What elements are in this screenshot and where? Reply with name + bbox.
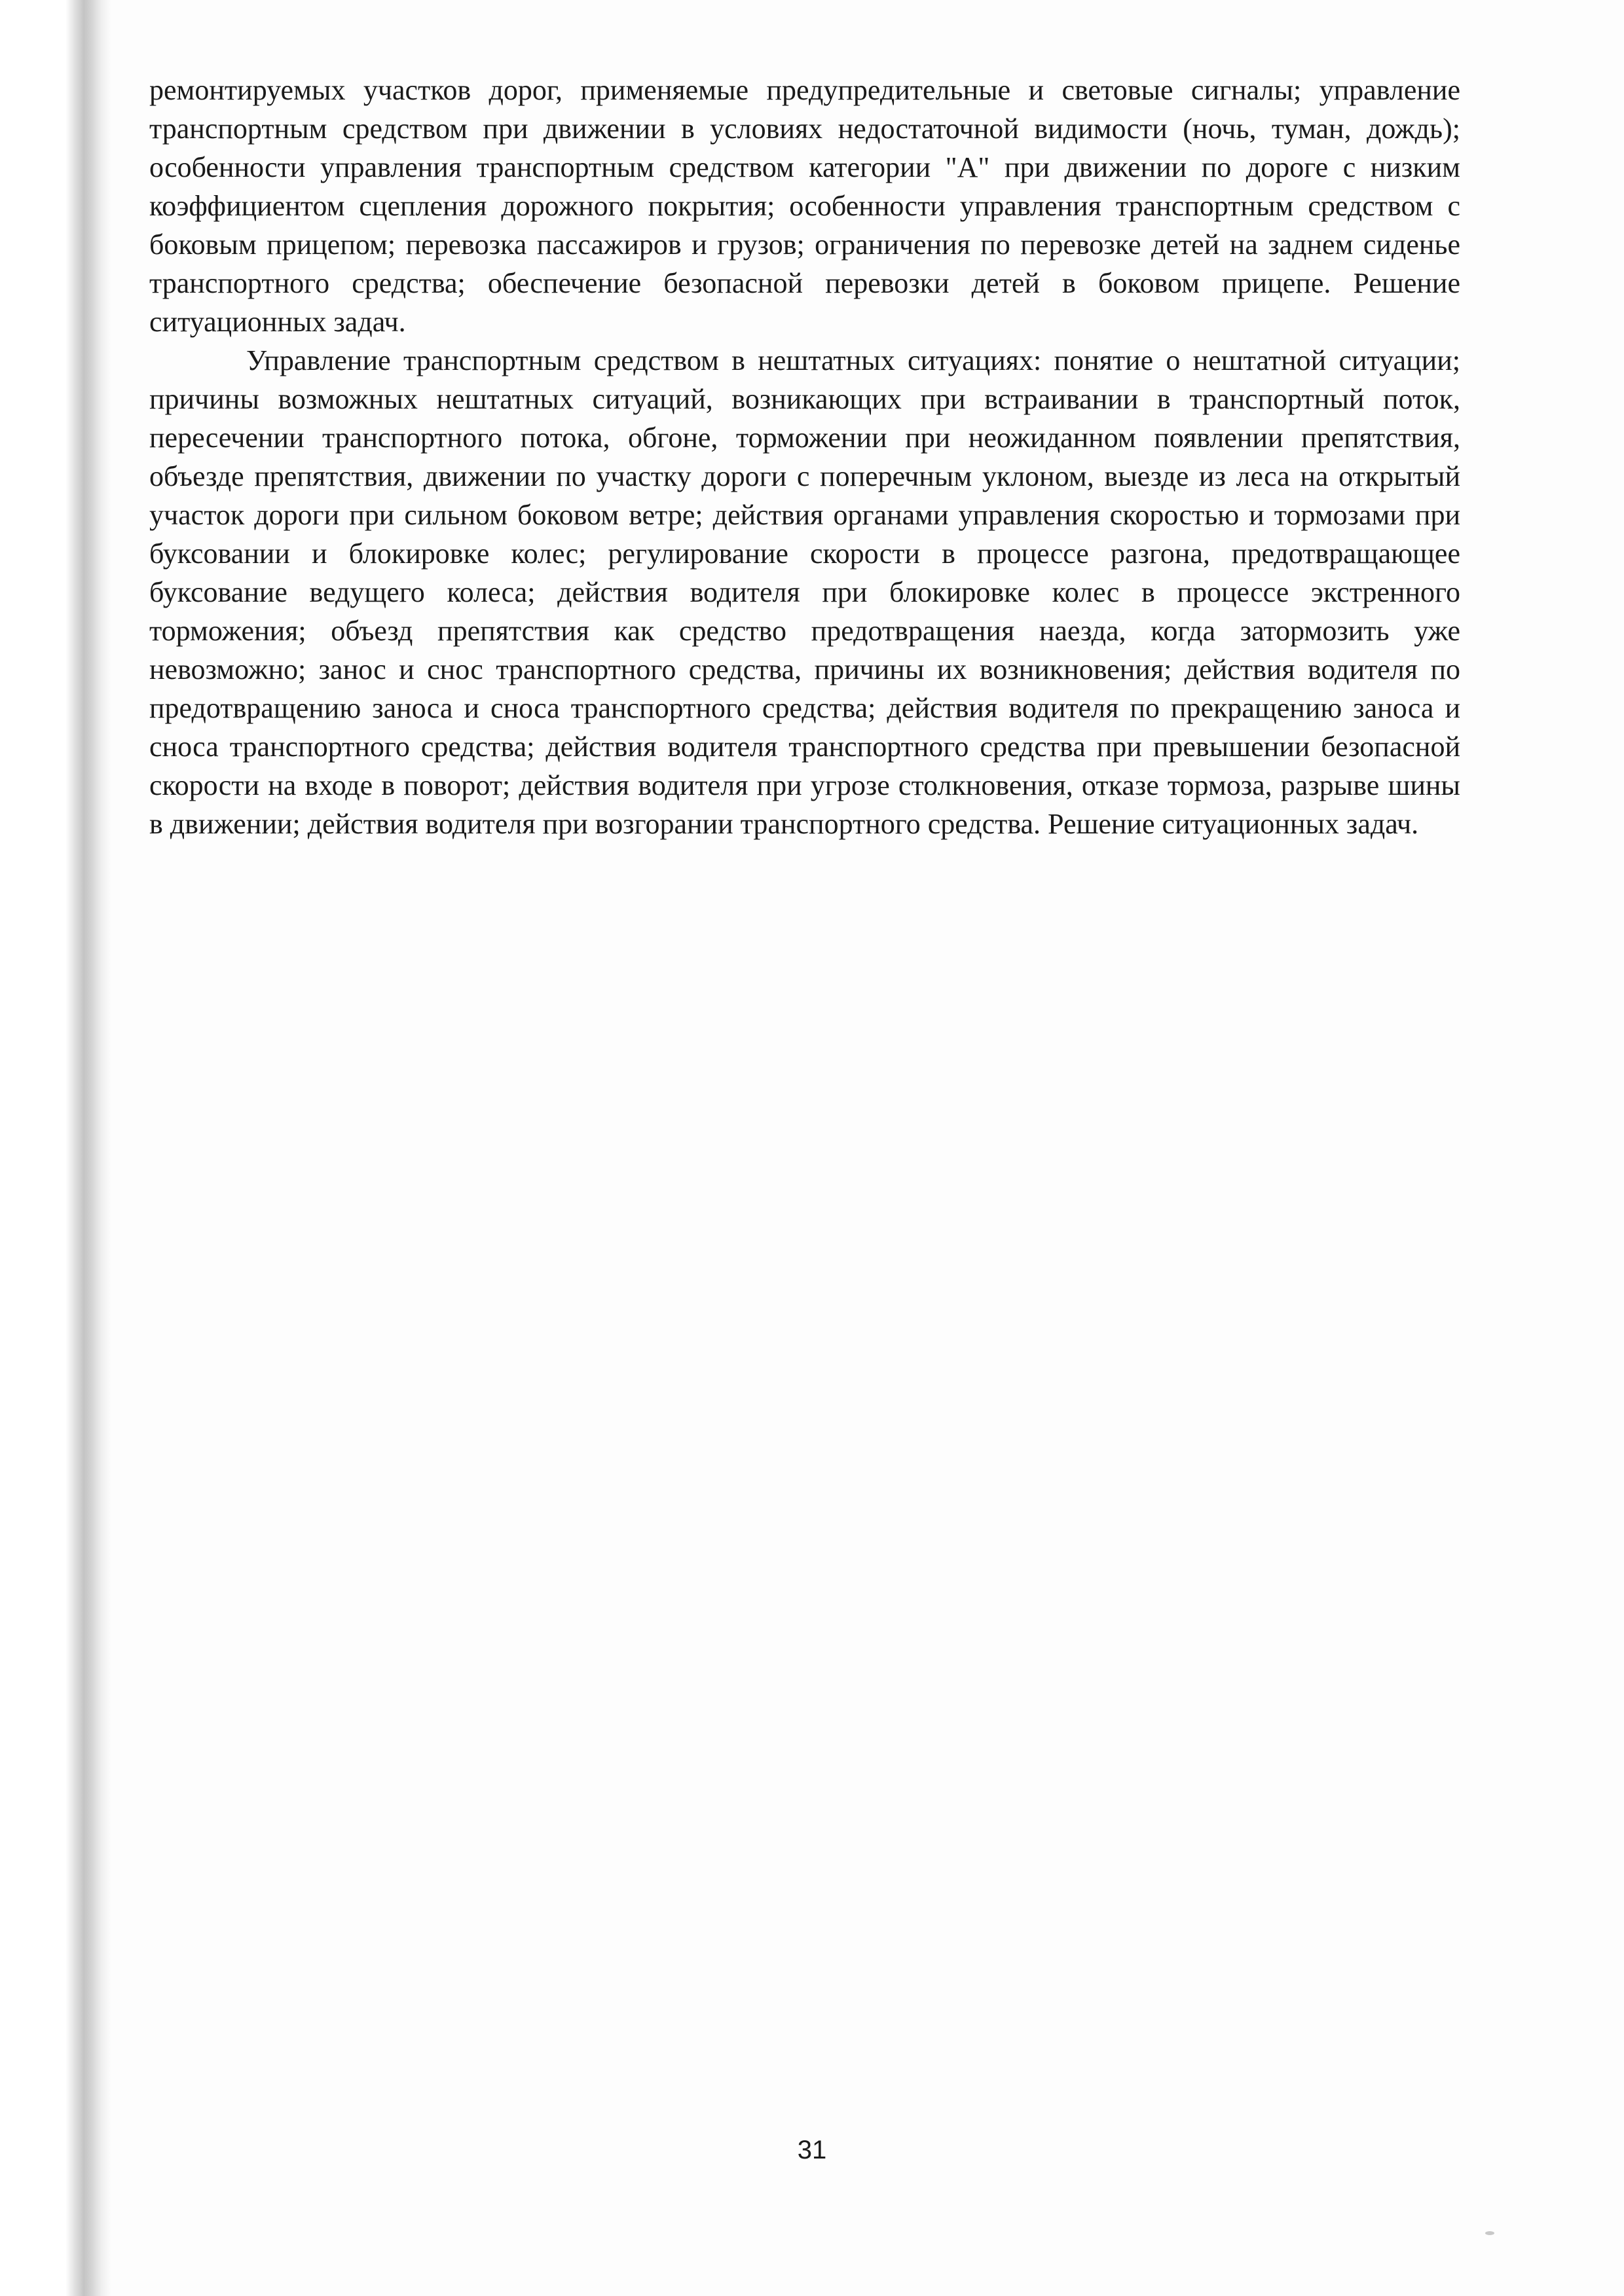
page-number: 31 <box>797 2136 827 2164</box>
body-text <box>149 71 1460 843</box>
paragraph-continuation: ремонтируемых участков дорог, применяемые предупредительные и световые сигналы; управление транспортным средством при движении в условиях недостаточной видимости (ночь, туман, дождь); особенности управления транспортным средством категории "А" при движении по дороге с низким коэффициентом сцепления дорожного покрытия; особенности управления транспортным средством с боковым прицепом; перевозка пассажиров и грузов; ограничения по перевозке детей на заднем сиденье транспортного средства; обеспечение безопасной перевозки детей в боковом прицепе. Решение ситуационных задач. <box>149 74 1460 338</box>
paragraph-emergency-situations: Управление транспортным средством в нештатных ситуациях: понятие о нештатной ситуации; причины возможных нештатных ситуаций, возникающих при встраивании в транспортный поток, пересечении транспортного потока, обгоне, торможении при неожиданном появлении препятствия, объезде препятствия, движении по участку дороги с поперечным уклоном, выезде из леса на открытый участок дороги при сильном боковом ветре; действия органами управления скоростью и тормозами при буксовании и блокировке колес; регулирование скорости в процессе разгона, предотвращающее буксование ведущего колеса; действия водителя при блокировке колес в процессе экстренного торможения; объезд препятствия как средство предотвращения наезда, когда затормозить уже невозможно; занос и снос транспортного средства, причины их возникновения; действия водителя по предотвращению заноса и сноса транспортного средства; действия водителя по прекращению заноса и сноса транспортного средства; действия водителя транспортного средства при превышении безопасной скорости на входе в поворот; действия водителя при угрозе столкновения, отказе тормоза, разрыве шины в движении; действия водителя при возгорании транспортного средства. Решение ситуационных задач. <box>149 344 1460 840</box>
scan-speck <box>1485 2231 1494 2235</box>
scanner-shadow <box>0 0 111 2296</box>
